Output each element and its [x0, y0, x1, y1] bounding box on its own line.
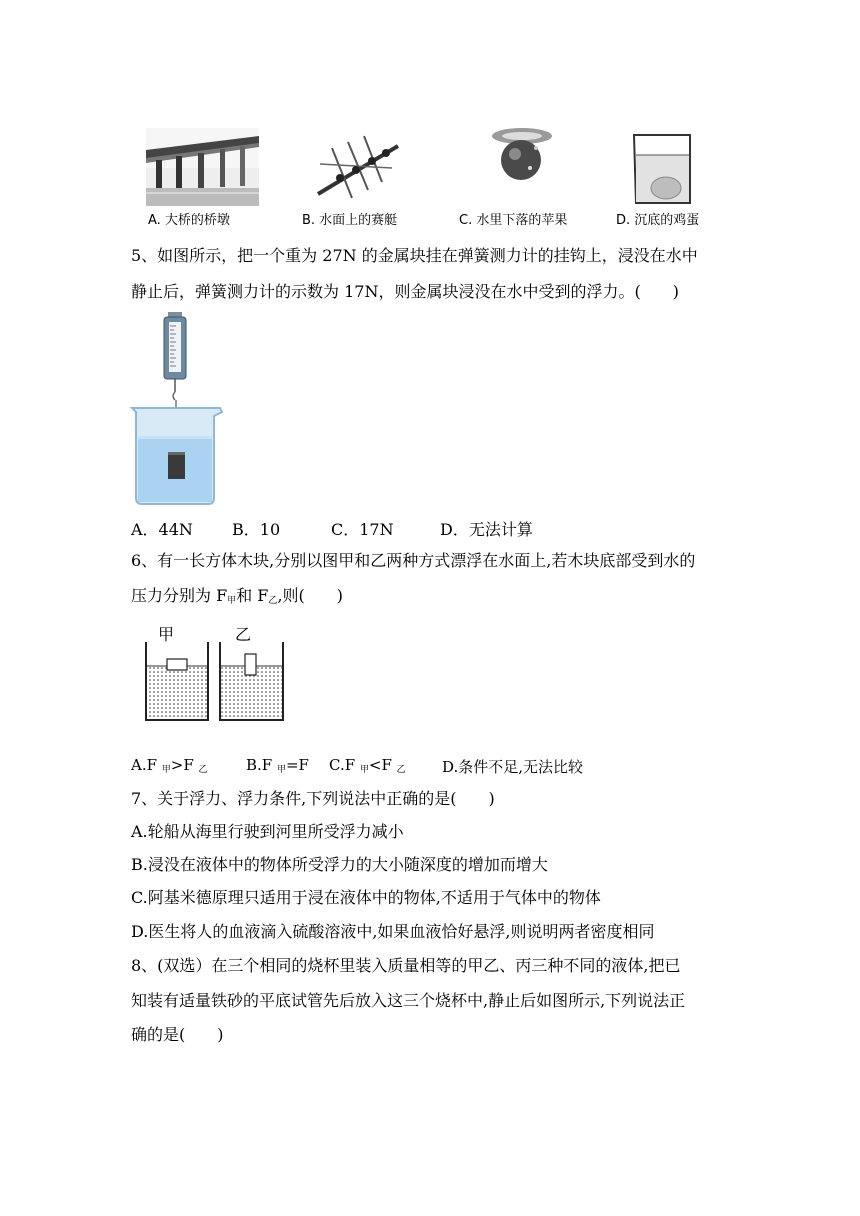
caption-b: B. 水面上的赛艇: [302, 213, 398, 228]
q5-option-a[interactable]: A．44N: [131, 520, 193, 539]
figure-falling-apple: [490, 126, 554, 186]
caption-a: A. 大桥的桥墩: [148, 213, 230, 228]
q8-stem-line3: 确的是( ): [131, 1025, 224, 1044]
caption-d: D. 沉底的鸡蛋: [616, 213, 700, 228]
beaker-egg-image: [630, 133, 696, 205]
q7-stem: 7、关于浮力、浮力条件,下列说法中正确的是( ): [131, 789, 495, 808]
q8-stem-line1: 8、(双选）在三个相同的烧杯里装入质量相等的甲乙、丙三种不同的液体,把已: [131, 956, 681, 975]
q6-option-a[interactable]: A.F $_甲$>F $_乙$: [131, 756, 208, 775]
fig-label-jia: 甲: [158, 625, 175, 644]
q5-option-c[interactable]: C．17N: [331, 520, 394, 539]
figure-spring-scale-beaker: [130, 312, 226, 506]
q8-stem-line2: 知装有适量铁砂的平底试管先后放入这三个烧杯中,静止后如图所示,下列说法正: [131, 991, 686, 1010]
q7-option-c[interactable]: C.阿基米德原理只适用于浸在液体中的物体,不适用于气体中的物体: [131, 888, 601, 907]
spring-scale-beaker-image: [130, 312, 226, 506]
figure-sunken-egg: [630, 133, 696, 205]
q6-option-b[interactable]: B.F $_甲$=F: [246, 756, 309, 775]
bridge-image: [146, 128, 259, 206]
q6-stem-line2: 压力分别为 $F_甲$和 $F_乙$,则( ): [131, 586, 344, 606]
q6-option-d[interactable]: D.条件不足,无法比较: [442, 758, 584, 776]
q5-stem-line1: 5、如图所示，把一个重为 27N 的金属块挂在弹簧测力计的挂钩上，浸没在水中: [131, 246, 698, 265]
caption-c: C. 水里下落的苹果: [459, 213, 568, 228]
figure-bridge-pier: [146, 128, 259, 206]
q5-option-b[interactable]: B．10: [232, 520, 281, 539]
fig-label-yi: 乙: [235, 625, 252, 644]
figure-rowing-boat: [312, 128, 404, 206]
q7-option-b[interactable]: B.浸没在液体中的物体所受浮力的大小随深度的增加而增大: [131, 855, 548, 874]
q5-option-d[interactable]: D．无法计算: [440, 520, 533, 539]
apple-image: [490, 126, 554, 186]
q7-option-a[interactable]: A.轮船从海里行驶到河里所受浮力减小: [131, 822, 404, 841]
rowing-boat-image: [312, 128, 404, 206]
q6-stem-line1: 6、有一长方体木块,分别以图甲和乙两种方式漂浮在水面上,若木块底部受到水的: [131, 551, 696, 570]
q5-stem-line2: 静止后，弹簧测力计的示数为 17N，则金属块浸没在水中受到的浮力。( ): [131, 282, 679, 301]
q6-option-c[interactable]: C.F $_甲$<F $_乙$: [329, 756, 406, 775]
q7-option-d[interactable]: D.医生将人的血液滴入硫酸溶液中,如果血液恰好悬浮,则说明两者密度相同: [131, 922, 655, 941]
